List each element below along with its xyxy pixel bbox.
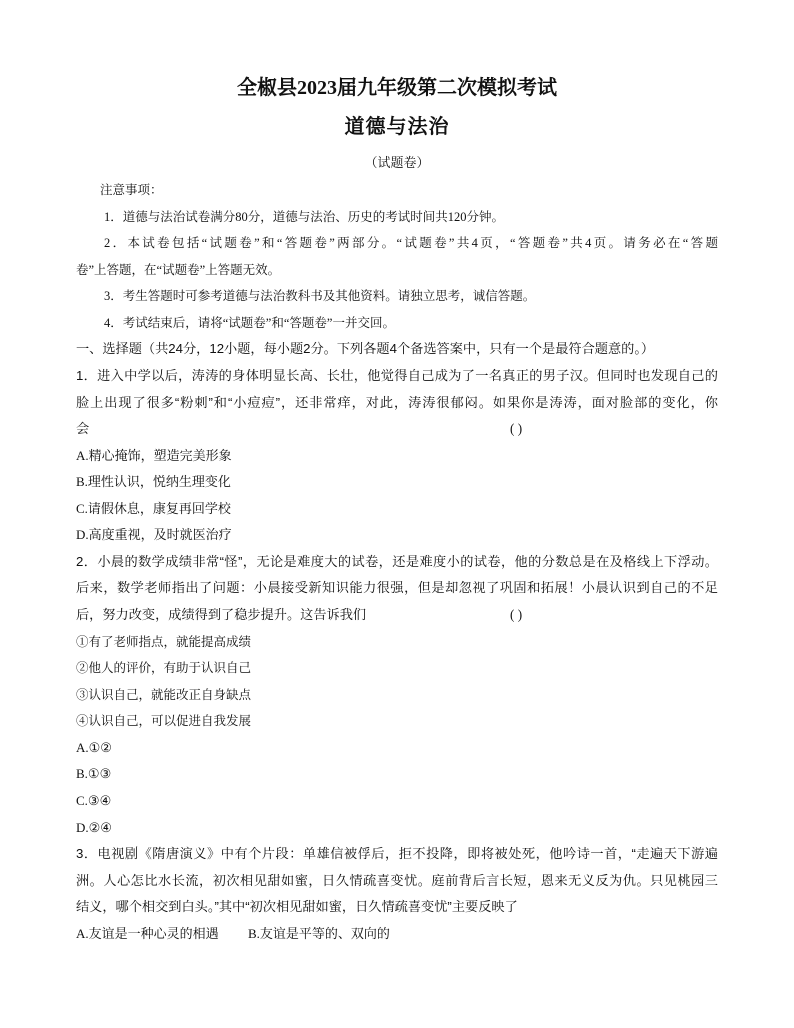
question-2-statement: ①有了老师指点，就能提高成绩 [76, 634, 252, 649]
question-2-stem-line [76, 602, 718, 629]
exam-content [0, 177, 794, 947]
question-2-option-c: C.③④ [76, 792, 112, 808]
question-1-option-d: D.高度重视，及时就医治疗 [76, 527, 232, 543]
question-2-stem-line: 2．小晨的数学成绩非常“怪”，无论是难度大的试卷，还是难度小的试卷，他的分数总是在及格线上下浮动。 [76, 553, 718, 569]
question-1-stem-line [76, 416, 718, 443]
question-2-statement: ④认识自己，可以促进自我发展 [76, 714, 252, 729]
answer-bracket: ( ) [510, 607, 523, 622]
question-1-stem-line: 脸上出现了很多“粉刺”和“小痘痘”，还非常痒，对此，涛涛很郁闷。如果你是涛涛，面对脸部的变化，你 [76, 394, 718, 410]
question-2-option-a: A.①② [76, 739, 112, 755]
paper-type-label: （试题卷） [364, 155, 430, 170]
question-3-stem-line: 洲。人心怎比水长流，初次相见甜如蜜，日久情疏喜变忧。庭前背后言长短，恩来无义反为仇。只见桃园三 [76, 872, 718, 888]
question-1-option-c: C.请假休息，康复再回学校 [76, 500, 231, 516]
note-line: 3．考生答题时可参考道德与法治教科书及其他资料。请独立思考，诚信答题。 [104, 289, 536, 304]
question-3-options-row [76, 921, 718, 948]
note-line: 卷”上答题，在“试题卷”上答题无效。 [76, 262, 281, 277]
question-3-stem-line: 结义，哪个相交到白头。”其中“初次相见甜如蜜，日久情疏喜变忧”主要反映了 [76, 899, 518, 915]
question-3-stem-line: 3．电视剧《隋唐演义》中有个片段：单雄信被俘后，拒不投降，即将被处死，他吟诗一首，“走遍天下游遍 [76, 846, 718, 862]
question-1-stem-text: 会 [76, 421, 90, 437]
question-2-option-d: D.②④ [76, 819, 112, 835]
question-2-stem-line: 后来，数学老师指出了问题：小晨接受新知识能力很强，但是却忽视了巩固和拓展！小晨认识到自己的不足 [76, 580, 718, 596]
note-line: 1．道德与法治试卷满分80分，道德与法治、历史的考试时间共120分钟。 [104, 209, 505, 224]
question-2-stem-text: 后，努力改变，成绩得到了稳步提升。这告诉我们 [76, 607, 367, 622]
question-2-option-b: B.①③ [76, 766, 112, 782]
question-2-statement: ③认识自己，就能改正自身缺点 [76, 687, 252, 702]
question-1-stem-line: 1．进入中学以后，涛涛的身体明显长高、长壮，他觉得自己成为了一名真正的男子汉。但同时也发现自己的 [76, 367, 718, 383]
question-3-option-a: A.友谊是一种心灵的相遇 [76, 925, 219, 941]
question-3-option-b: B.友谊是平等的、双向的 [248, 925, 390, 941]
section-heading: 一、选择题（共24分，12小题，每小题2分。下列各题4个备选答案中，只有一个是最符合题意的。） [76, 341, 655, 357]
notes-heading: 注意事项： [100, 183, 163, 197]
answer-bracket: ( ) [510, 421, 523, 437]
exam-title: 全椒县2023届九年级第二次模拟考试 [237, 77, 557, 99]
subject-title: 道德与法治 [344, 116, 450, 138]
question-1-option-b: B.理性认识，悦纳生理变化 [76, 474, 231, 490]
note-line: 2．本试卷包括“试题卷”和“答题卷”两部分。“试题卷”共4页，“答题卷”共4页。请务必在“答题 [104, 236, 718, 251]
question-2-statement: ②他人的评价，有助于认识自己 [76, 661, 252, 676]
note-line: 4．考试结束后，请将“试题卷”和“答题卷”一并交回。 [104, 315, 395, 330]
question-1-option-a: A.精心掩饰，塑造完美形象 [76, 447, 232, 463]
